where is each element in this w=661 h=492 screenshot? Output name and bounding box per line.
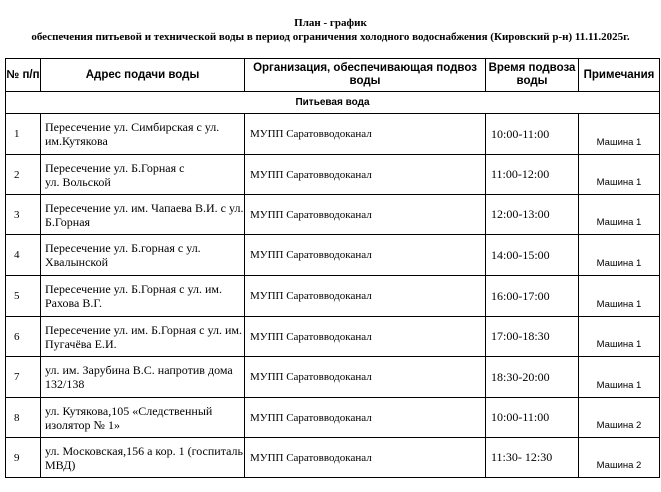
header-num: № п/п <box>6 59 41 92</box>
row-address: Пересечение ул. Б.Горная с ул. им. Рахова В.Г. <box>41 276 245 317</box>
row-note: Машина 1 <box>579 195 660 235</box>
document-subtitle: обеспечения питьевой и технической воды в период ограничения холодного водоснабжения (Кировский р-н) 11.11.2025г. <box>31 31 630 43</box>
header-time: Время подвоза воды <box>486 59 579 92</box>
row-time: 10:00-11:00 <box>486 114 579 155</box>
row-note: Машина 1 <box>579 276 660 317</box>
row-number: 1 <box>6 114 41 155</box>
table-row <box>6 357 660 398</box>
row-number: 9 <box>6 438 41 478</box>
table-row <box>6 114 660 155</box>
header-address: Адрес подачи воды <box>41 59 245 92</box>
row-note: Машина 2 <box>579 398 660 438</box>
table-row <box>6 235 660 276</box>
row-note: Машина 1 <box>579 155 660 195</box>
schedule-table <box>5 58 660 478</box>
table-row <box>6 276 660 317</box>
row-note: Машина 1 <box>579 114 660 155</box>
row-organization: МУПП Саратовводоканал <box>245 357 486 398</box>
row-organization: МУПП Саратовводоканал <box>245 195 486 235</box>
row-address: ул. Кутякова,105 «Следственный изолятор № 1» <box>41 398 245 438</box>
row-address: ул. им. Зарубина В.С. напротив дома 132/138 <box>41 357 245 398</box>
row-note: Машина 1 <box>579 317 660 357</box>
row-address: Пересечение ул. им. Чапаева В.И. с ул. Б.Горная <box>41 195 245 235</box>
section-row <box>6 92 660 114</box>
table-row <box>6 317 660 357</box>
row-time: 18:30-20:00 <box>486 357 579 398</box>
row-number: 5 <box>6 276 41 317</box>
table-row <box>6 398 660 438</box>
row-number: 7 <box>6 357 41 398</box>
document-title: План - график <box>294 17 367 29</box>
row-organization: МУПП Саратовводоканал <box>245 114 486 155</box>
row-number: 2 <box>6 155 41 195</box>
row-number: 6 <box>6 317 41 357</box>
table-row <box>6 438 660 478</box>
header-organization: Организация, обеспечивающая подвоз воды <box>245 59 486 92</box>
row-number: 3 <box>6 195 41 235</box>
header-notes: Примечания <box>579 59 660 92</box>
section-title: Питьевая вода <box>6 92 660 114</box>
row-organization: МУПП Саратовводоканал <box>245 235 486 276</box>
row-organization: МУПП Саратовводоканал <box>245 276 486 317</box>
row-note: Машина 1 <box>579 357 660 398</box>
table-row <box>6 195 660 235</box>
row-organization: МУПП Саратовводоканал <box>245 317 486 357</box>
row-number: 8 <box>6 398 41 438</box>
row-note: Машина 1 <box>579 235 660 276</box>
row-address: Пересечение ул. Симбирская с ул. им.Кутякова <box>41 114 245 155</box>
row-time: 11:00-12:00 <box>486 155 579 195</box>
row-organization: МУПП Саратовводоканал <box>245 398 486 438</box>
row-time: 14:00-15:00 <box>486 235 579 276</box>
row-time: 17:00-18:30 <box>486 317 579 357</box>
row-time: 10:00-11:00 <box>486 398 579 438</box>
row-address: Пересечение ул. им. Б.Горная с ул. им. Пугачёва Е.И. <box>41 317 245 357</box>
row-note: Машина 2 <box>579 438 660 478</box>
row-organization: МУПП Саратовводоканал <box>245 438 486 478</box>
row-time: 16:00-17:00 <box>486 276 579 317</box>
row-address: Пересечение ул. Б.горная с ул. Хвалынской <box>41 235 245 276</box>
row-time: 11:30- 12:30 <box>486 438 579 478</box>
row-address: ул. Московская,156 а кор. 1 (госпиталь МВД) <box>41 438 245 478</box>
table-header-row <box>6 59 660 92</box>
row-organization: МУПП Саратовводоканал <box>245 155 486 195</box>
table-row <box>6 155 660 195</box>
row-number: 4 <box>6 235 41 276</box>
row-address: Пересечение ул. Б.Горная с ул. Вольской <box>41 155 245 195</box>
row-time: 12:00-13:00 <box>486 195 579 235</box>
